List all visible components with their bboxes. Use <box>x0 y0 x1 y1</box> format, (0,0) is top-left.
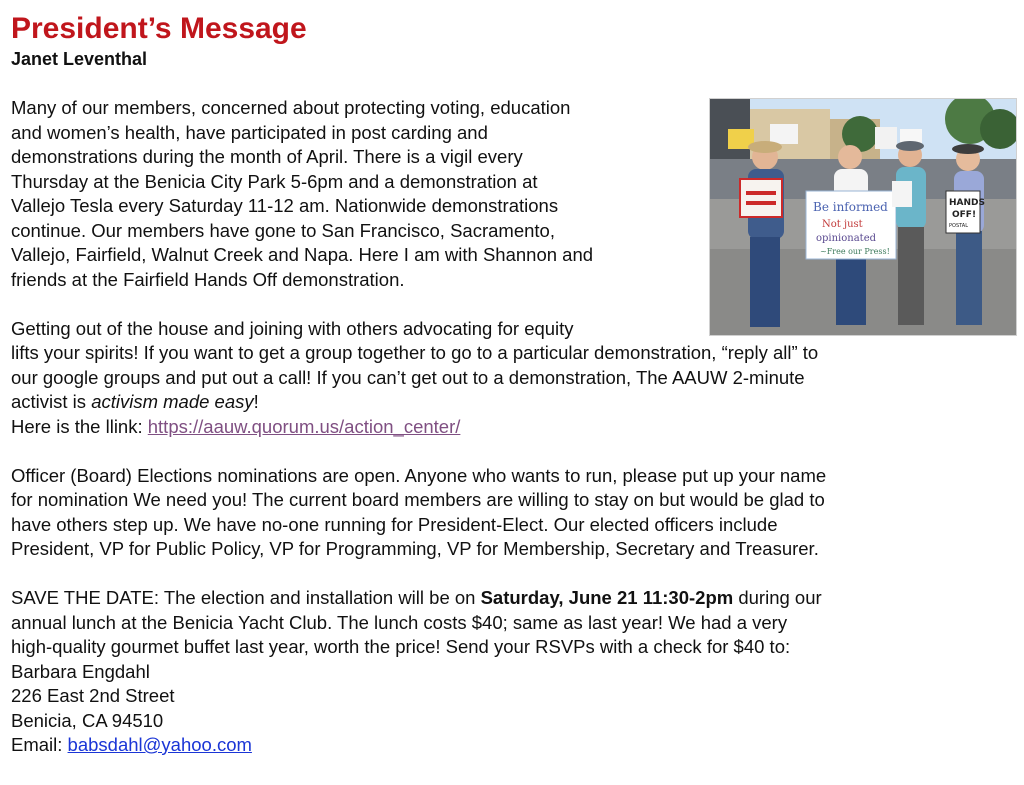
svg-text:~Free our Press!: ~Free our Press! <box>820 247 890 256</box>
text-span: during our <box>733 587 822 608</box>
text-line <box>11 415 1011 440</box>
text-line: high-quality gourmet buffet last year, worth the price! Send your RSVPs with a check for $40 to: <box>11 636 791 657</box>
text-line: and women’s health, have participated in post carding and <box>11 121 488 143</box>
text-line: Thursday at the Benicia City Park 5-6pm and a demonstration at <box>11 170 538 192</box>
rsvp-city: Benicia, CA 94510 <box>11 709 164 731</box>
text-line: have others step up. We have no-one running for President-Elect. Our elected officers include <box>11 513 778 535</box>
text-line: for nomination We need you! The current board members are willing to stay on but would be glad to <box>11 489 825 510</box>
paragraph-4 <box>11 586 1011 758</box>
paragraph-3 <box>11 464 1011 562</box>
action-center-link[interactable]: https://aauw.quorum.us/action_center/ <box>147 415 461 437</box>
text-line: Getting out of the house and joining with others advocating for equity <box>11 317 574 339</box>
event-date: Saturday, June 21 11:30-2pm <box>480 587 734 608</box>
email-label: Email: <box>11 734 68 755</box>
text-line: Officer (Board) Elections nominations are open. Anyone who wants to run, please put up your name <box>11 464 827 486</box>
link-prefix: Here is the llink: <box>11 415 148 437</box>
text-line: our google groups and put out a call! If you can’t get out to a demonstration, The AAUW 2-minute <box>11 366 805 388</box>
text-line <box>11 390 1011 415</box>
svg-text:Be informed: Be informed <box>813 200 888 214</box>
text-line: annual lunch at the Benicia Yacht Club. The lunch costs $40; same as last year! We had a very <box>11 611 788 633</box>
text-line: Vallejo Tesla every Saturday 11-12 am. Nationwide demonstrations <box>11 195 559 216</box>
svg-text:POSTAL: POSTAL <box>949 223 968 229</box>
text-line: continue. Our members have gone to San Francisco, Sacramento, <box>11 219 555 241</box>
text-span: ! <box>253 391 259 412</box>
text-line: demonstrations during the month of April. There is a vigil every <box>11 146 523 167</box>
text-span: activist is <box>11 391 92 412</box>
text-line <box>11 733 1011 758</box>
page-title: President’s Message <box>11 12 307 45</box>
italic-phrase: activism made easy <box>91 391 254 412</box>
text-line: President, VP for Public Policy, VP for Programming, VP for Membership, Secretary and Treasurer. <box>11 538 819 559</box>
text-line <box>11 586 1011 611</box>
email-link[interactable]: babsdahl@yahoo.com <box>67 734 252 755</box>
svg-text:opinionated: opinionated <box>816 233 877 244</box>
rsvp-street: 226 East 2nd Street <box>11 685 175 706</box>
svg-text:Not just: Not just <box>822 219 863 230</box>
author-name: Janet Leventhal <box>11 49 148 69</box>
text-line: Vallejo, Fairfield, Walnut Creek and Napa. Here I am with Shannon and <box>11 244 594 265</box>
svg-text:HANDS: HANDS <box>949 198 985 208</box>
protest-photo <box>709 98 1017 336</box>
svg-text:OFF!: OFF! <box>952 210 977 220</box>
rsvp-name: Barbara Engdahl <box>11 660 150 682</box>
text-line: friends at the Fairfield Hands Off demonstration. <box>11 268 405 290</box>
text-line: Many of our members, concerned about protecting voting, education <box>11 97 571 118</box>
paragraph-1 <box>11 96 701 292</box>
text-span: SAVE THE DATE: The election and installation will be on <box>11 587 481 608</box>
text-line: lifts your spirits! If you want to get a group together to go to a particular demonstration, “reply all” to <box>11 342 819 363</box>
